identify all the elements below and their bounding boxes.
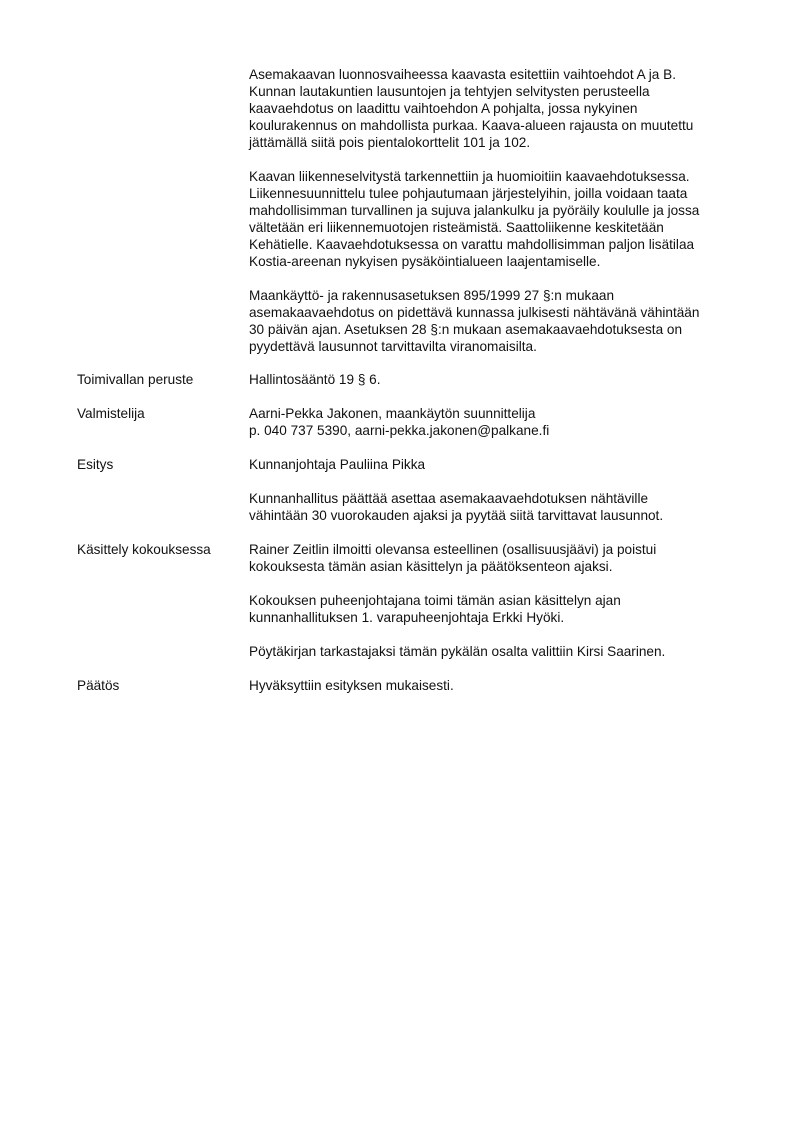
text-line: koulurakennus on mahdollista purkaa. Kaava-alueen rajausta on muutettu	[249, 118, 694, 133]
text-line: Kaavan liikenneselvitystä tarkennettiin ja huomioitiin kaavaehdotuksessa.	[249, 169, 690, 184]
text-line: 30 päivän ajan. Asetuksen 28 §:n mukaan asemakaavaehdotuksesta on	[249, 322, 683, 337]
section-label: Toimivallan peruste	[77, 372, 194, 387]
text-line: kokouksesta tämän asian käsittelyn ja päätöksenteon ajaksi.	[249, 559, 613, 574]
section-label: Esitys	[77, 457, 114, 472]
text-line: Liikennesuunnittelu tulee pohjautumaan järjestelyihin, joilla voidaan taata	[249, 186, 688, 201]
text-line: Hyväksyttiin esityksen mukaisesti.	[249, 678, 454, 693]
intro-section	[249, 66, 749, 372]
text-line: vältetään eri liikennemuotojen risteämistä. Saattoliikenne keskitetään	[249, 220, 664, 235]
kasittely-paragraph-1	[249, 541, 749, 575]
text-line: kunnanhallituksen 1. varapuheenjohtaja Erkki Hyöki.	[249, 610, 565, 625]
text-line: jättämällä siitä pois pientalokorttelit 101 ja 102.	[249, 135, 531, 150]
section-label: Käsittely kokouksessa	[77, 542, 211, 557]
text-line: Kokouksen puheenjohtajana toimi tämän asian käsittelyn ajan	[249, 593, 621, 608]
text-line: Maankäyttö- ja rakennusasetuksen 895/1999 27 §:n mukaan	[249, 288, 615, 303]
text-line: Kunnanjohtaja Pauliina Pikka	[249, 457, 426, 472]
kasittely-paragraph-3	[249, 643, 749, 660]
kasittely-paragraph-2	[249, 592, 749, 626]
text-line: Kunnan lautakuntien lausuntojen ja tehtyjen selvitysten perusteella	[249, 84, 650, 99]
section-label: Päätös	[77, 678, 120, 693]
section-content	[249, 371, 749, 388]
text-line: Aarni-Pekka Jakonen, maankäytön suunnittelija	[249, 406, 536, 421]
text-line: vähintään 30 vuorokauden ajaksi ja pyytää siitä tarvittavat lausunnot.	[249, 508, 664, 523]
text-line: p. 040 737 5390, aarni-pekka.jakonen@palkane.fi	[249, 423, 550, 438]
text-line: asemakaavaehdotus on pidettävä kunnassa julkisesti nähtävänä vähintään	[249, 305, 700, 320]
section-label: Valmistelija	[77, 406, 145, 421]
text-line: Kostia-areenan nykyisen pysäköintialueen laajentamiselle.	[249, 254, 601, 269]
esitys-paragraph-2	[249, 490, 749, 524]
intro-paragraph-2	[249, 168, 749, 270]
section-content	[249, 541, 749, 660]
intro-paragraph-3	[249, 287, 749, 355]
text-line: Asemakaavan luonnosvaiheessa kaavasta esitettiin vaihtoehdot A ja B.	[249, 67, 676, 82]
intro-paragraph-1	[249, 66, 749, 151]
text-line: pyydettävä lausunnot tarvittavilta viranomaisilta.	[249, 339, 537, 354]
text-line: mahdollisimman turvallinen ja sujuva jalankulku ja pyöräily koululle ja jossa	[249, 203, 700, 218]
section-content	[249, 456, 749, 524]
text-line: Hallintosääntö 19 § 6.	[249, 372, 381, 387]
text-line: Pöytäkirjan tarkastajaksi tämän pykälän osalta valittiin Kirsi Saarinen.	[249, 644, 666, 659]
section-content	[249, 677, 749, 694]
esitys-paragraph-1	[249, 456, 749, 473]
text-line: Kunnanhallitus päättää asettaa asemakaavaehdotuksen nähtäville	[249, 491, 649, 506]
text-line: Kehätielle. Kaavaehdotuksessa on varattu mahdollisimman paljon lisätilaa	[249, 237, 695, 252]
text-line: kaavaehdotus on laadittu vaihtoehdon A pohjalta, jossa nykyinen	[249, 101, 638, 116]
section-content	[249, 405, 749, 439]
text-line: Rainer Zeitlin ilmoitti olevansa esteellinen (osallisuusjäävi) ja poistui	[249, 542, 657, 557]
